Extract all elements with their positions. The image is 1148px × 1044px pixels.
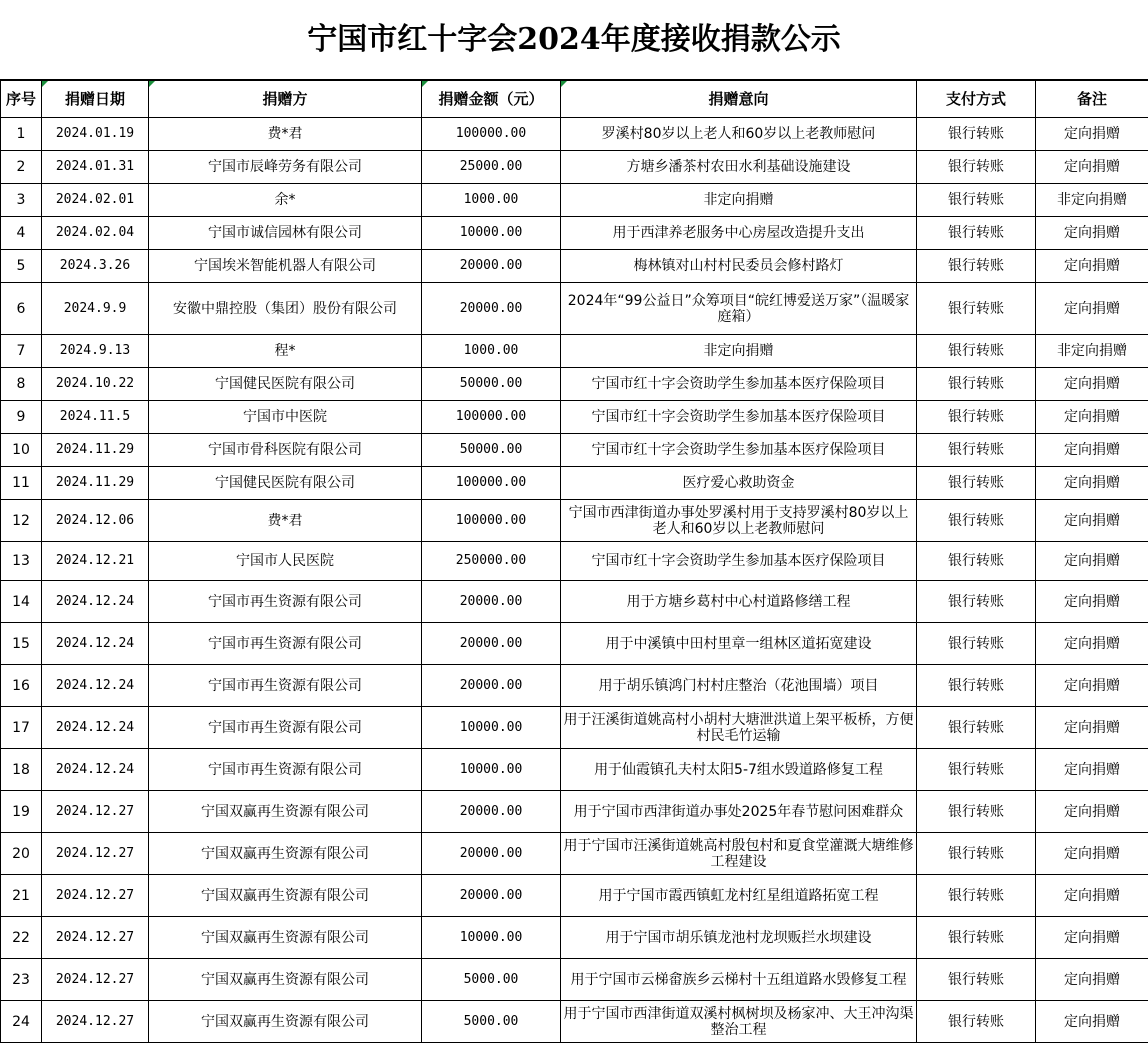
table-row — [1, 500, 1148, 542]
cell-date: 2024.12.21 — [42, 542, 149, 581]
cell-remark: 定向捐赠 — [1036, 283, 1148, 335]
header-remark: 备注 — [1036, 81, 1148, 118]
cell-remark: 定向捐赠 — [1036, 623, 1148, 665]
cell-payment: 银行转账 — [917, 833, 1036, 875]
cell-remark: 定向捐赠 — [1036, 467, 1148, 500]
header-payment: 支付方式 — [917, 81, 1036, 118]
cell-purpose: 用于宁国市西津街道办事处2025年春节慰问困难群众 — [561, 791, 917, 833]
cell-amount: 10000.00 — [422, 707, 561, 749]
cell-date: 2024.01.19 — [42, 118, 149, 151]
cell-amount: 20000.00 — [422, 833, 561, 875]
cell-remark: 定向捐赠 — [1036, 434, 1148, 467]
table-row — [1, 283, 1148, 335]
cell-payment: 银行转账 — [917, 217, 1036, 250]
header-index: 序号 — [1, 81, 42, 118]
cell-donor: 程* — [149, 335, 422, 368]
cell-donor: 宁国市再生资源有限公司 — [149, 623, 422, 665]
cell-donor: 宁国埃米智能机器人有限公司 — [149, 250, 422, 283]
cell-remark: 定向捐赠 — [1036, 749, 1148, 791]
cell-purpose: 2024年“99公益日”众筹项目“皖红博爱送万家”（温暖家庭箱） — [561, 283, 917, 335]
cell-amount: 1000.00 — [422, 335, 561, 368]
cell-donor: 宁国双赢再生资源有限公司 — [149, 959, 422, 1001]
cell-purpose: 用于中溪镇中田村里章一组林区道拓宽建设 — [561, 623, 917, 665]
cell-date: 2024.12.24 — [42, 665, 149, 707]
table-row — [1, 434, 1148, 467]
cell-date: 2024.01.31 — [42, 151, 149, 184]
cell-index: 19 — [1, 791, 42, 833]
cell-payment: 银行转账 — [917, 875, 1036, 917]
cell-donor: 宁国双赢再生资源有限公司 — [149, 1001, 422, 1043]
cell-payment: 银行转账 — [917, 917, 1036, 959]
header-row — [1, 81, 1148, 118]
cell-index: 12 — [1, 500, 42, 542]
cell-date: 2024.12.27 — [42, 959, 149, 1001]
cell-amount: 25000.00 — [422, 151, 561, 184]
cell-date: 2024.12.27 — [42, 791, 149, 833]
cell-payment: 银行转账 — [917, 151, 1036, 184]
cell-payment: 银行转账 — [917, 959, 1036, 1001]
cell-remark: 定向捐赠 — [1036, 118, 1148, 151]
cell-index: 3 — [1, 184, 42, 217]
table-row — [1, 401, 1148, 434]
cell-donor: 宁国健民医院有限公司 — [149, 368, 422, 401]
table-row — [1, 118, 1148, 151]
cell-amount: 20000.00 — [422, 623, 561, 665]
cell-amount: 100000.00 — [422, 500, 561, 542]
cell-donor: 安徽中鼎控股（集团）股份有限公司 — [149, 283, 422, 335]
cell-index: 2 — [1, 151, 42, 184]
cell-amount: 20000.00 — [422, 791, 561, 833]
cell-remark: 定向捐赠 — [1036, 151, 1148, 184]
cell-index: 24 — [1, 1001, 42, 1043]
cell-remark: 定向捐赠 — [1036, 917, 1148, 959]
cell-remark: 定向捐赠 — [1036, 875, 1148, 917]
cell-date: 2024.12.27 — [42, 833, 149, 875]
cell-date: 2024.12.24 — [42, 581, 149, 623]
header-donor: 捐赠方 — [149, 81, 422, 118]
cell-donor: 宁国双赢再生资源有限公司 — [149, 917, 422, 959]
cell-date: 2024.12.27 — [42, 917, 149, 959]
cell-purpose: 非定向捐赠 — [561, 184, 917, 217]
cell-amount: 250000.00 — [422, 542, 561, 581]
cell-purpose: 用于宁国市西津街道双溪村枫树坝及杨家冲、大王冲沟渠整治工程 — [561, 1001, 917, 1043]
cell-purpose: 用于宁国市云梯畲族乡云梯村十五组道路水毁修复工程 — [561, 959, 917, 1001]
cell-payment: 银行转账 — [917, 467, 1036, 500]
table-row — [1, 959, 1148, 1001]
cell-date: 2024.12.24 — [42, 623, 149, 665]
cell-date: 2024.9.9 — [42, 283, 149, 335]
cell-purpose: 方塘乡潘茶村农田水利基础设施建设 — [561, 151, 917, 184]
cell-date: 2024.02.01 — [42, 184, 149, 217]
cell-payment: 银行转账 — [917, 184, 1036, 217]
cell-purpose: 宁国市西津街道办事处罗溪村用于支持罗溪村80岁以上老人和60岁以上老教师慰问 — [561, 500, 917, 542]
cell-purpose: 医疗爱心救助资金 — [561, 467, 917, 500]
cell-amount: 100000.00 — [422, 118, 561, 151]
header-purpose: 捐赠意向 — [561, 81, 917, 118]
cell-payment: 银行转账 — [917, 250, 1036, 283]
cell-remark: 非定向捐赠 — [1036, 335, 1148, 368]
cell-date: 2024.11.29 — [42, 467, 149, 500]
cell-date: 2024.12.24 — [42, 707, 149, 749]
cell-purpose: 用于方塘乡葛村中心村道路修缮工程 — [561, 581, 917, 623]
cell-date: 2024.12.27 — [42, 875, 149, 917]
page-title: 宁国市红十字会2024年度接收捐款公示 — [0, 0, 1148, 80]
cell-donor: 宁国市骨科医院有限公司 — [149, 434, 422, 467]
cell-amount: 20000.00 — [422, 581, 561, 623]
donation-table — [0, 80, 1148, 1043]
table-row — [1, 665, 1148, 707]
cell-donor: 宁国市再生资源有限公司 — [149, 749, 422, 791]
cell-purpose: 用于汪溪街道姚高村小胡村大塘泄洪道上架平板桥，方便村民毛竹运输 — [561, 707, 917, 749]
table-row — [1, 151, 1148, 184]
cell-purpose: 宁国市红十字会资助学生参加基本医疗保险项目 — [561, 542, 917, 581]
cell-purpose: 用于西津养老服务中心房屋改造提升支出 — [561, 217, 917, 250]
cell-remark: 定向捐赠 — [1036, 707, 1148, 749]
cell-remark: 定向捐赠 — [1036, 500, 1148, 542]
table-row — [1, 335, 1148, 368]
cell-purpose: 用于仙霞镇孔夫村太阳5-7组水毁道路修复工程 — [561, 749, 917, 791]
cell-index: 5 — [1, 250, 42, 283]
cell-payment: 银行转账 — [917, 434, 1036, 467]
cell-payment: 银行转账 — [917, 665, 1036, 707]
cell-payment: 银行转账 — [917, 283, 1036, 335]
table-row — [1, 467, 1148, 500]
cell-index: 4 — [1, 217, 42, 250]
cell-remark: 定向捐赠 — [1036, 250, 1148, 283]
table-row — [1, 791, 1148, 833]
cell-index: 21 — [1, 875, 42, 917]
cell-purpose: 用于宁国市霞西镇虹龙村红星组道路拓宽工程 — [561, 875, 917, 917]
cell-payment: 银行转账 — [917, 401, 1036, 434]
cell-donor: 宁国双赢再生资源有限公司 — [149, 791, 422, 833]
cell-remark: 定向捐赠 — [1036, 833, 1148, 875]
table-row — [1, 250, 1148, 283]
cell-remark: 定向捐赠 — [1036, 217, 1148, 250]
cell-donor: 宁国市再生资源有限公司 — [149, 581, 422, 623]
cell-date: 2024.3.26 — [42, 250, 149, 283]
cell-amount: 50000.00 — [422, 434, 561, 467]
cell-payment: 银行转账 — [917, 791, 1036, 833]
cell-purpose: 用于宁国市胡乐镇龙池村龙坝贩拦水坝建设 — [561, 917, 917, 959]
cell-index: 1 — [1, 118, 42, 151]
cell-payment: 银行转账 — [917, 118, 1036, 151]
cell-amount: 50000.00 — [422, 368, 561, 401]
table-row — [1, 875, 1148, 917]
cell-remark: 定向捐赠 — [1036, 1001, 1148, 1043]
cell-index: 16 — [1, 665, 42, 707]
cell-index: 15 — [1, 623, 42, 665]
cell-payment: 银行转账 — [917, 707, 1036, 749]
table-row — [1, 368, 1148, 401]
cell-index: 11 — [1, 467, 42, 500]
cell-payment: 银行转账 — [917, 542, 1036, 581]
cell-purpose: 宁国市红十字会资助学生参加基本医疗保险项目 — [561, 368, 917, 401]
cell-index: 13 — [1, 542, 42, 581]
cell-donor: 宁国市诚信园林有限公司 — [149, 217, 422, 250]
cell-index: 14 — [1, 581, 42, 623]
table-row — [1, 184, 1148, 217]
cell-payment: 银行转账 — [917, 1001, 1036, 1043]
cell-remark: 定向捐赠 — [1036, 368, 1148, 401]
cell-payment: 银行转账 — [917, 581, 1036, 623]
cell-donor: 费*君 — [149, 500, 422, 542]
cell-date: 2024.12.06 — [42, 500, 149, 542]
table-body — [1, 118, 1148, 1043]
cell-amount: 10000.00 — [422, 917, 561, 959]
cell-date: 2024.12.27 — [42, 1001, 149, 1043]
cell-payment: 银行转账 — [917, 368, 1036, 401]
cell-date: 2024.02.04 — [42, 217, 149, 250]
cell-donor: 宁国健民医院有限公司 — [149, 467, 422, 500]
cell-amount: 5000.00 — [422, 959, 561, 1001]
cell-payment: 银行转账 — [917, 500, 1036, 542]
table-row — [1, 749, 1148, 791]
cell-donor: 宁国市中医院 — [149, 401, 422, 434]
cell-index: 7 — [1, 335, 42, 368]
cell-remark: 定向捐赠 — [1036, 581, 1148, 623]
cell-donor: 宁国市再生资源有限公司 — [149, 707, 422, 749]
cell-remark: 定向捐赠 — [1036, 665, 1148, 707]
cell-amount: 100000.00 — [422, 401, 561, 434]
cell-index: 17 — [1, 707, 42, 749]
cell-amount: 20000.00 — [422, 875, 561, 917]
table-row — [1, 581, 1148, 623]
cell-index: 20 — [1, 833, 42, 875]
cell-payment: 银行转账 — [917, 749, 1036, 791]
table-row — [1, 833, 1148, 875]
cell-amount: 20000.00 — [422, 283, 561, 335]
table-row — [1, 1001, 1148, 1043]
cell-date: 2024.12.24 — [42, 749, 149, 791]
cell-payment: 银行转账 — [917, 623, 1036, 665]
cell-purpose: 罗溪村80岁以上老人和60岁以上老教师慰问 — [561, 118, 917, 151]
cell-index: 10 — [1, 434, 42, 467]
cell-amount: 5000.00 — [422, 1001, 561, 1043]
table-row — [1, 707, 1148, 749]
cell-donor: 宁国双赢再生资源有限公司 — [149, 875, 422, 917]
header-date: 捐赠日期 — [42, 81, 149, 118]
cell-remark: 非定向捐赠 — [1036, 184, 1148, 217]
cell-index: 6 — [1, 283, 42, 335]
cell-payment: 银行转账 — [917, 335, 1036, 368]
cell-donor: 宁国双赢再生资源有限公司 — [149, 833, 422, 875]
cell-donor: 费*君 — [149, 118, 422, 151]
table-row — [1, 623, 1148, 665]
cell-purpose: 梅林镇对山村村民委员会修村路灯 — [561, 250, 917, 283]
cell-date: 2024.11.29 — [42, 434, 149, 467]
table-row — [1, 542, 1148, 581]
cell-index: 9 — [1, 401, 42, 434]
table-row — [1, 217, 1148, 250]
cell-index: 18 — [1, 749, 42, 791]
cell-index: 22 — [1, 917, 42, 959]
cell-index: 8 — [1, 368, 42, 401]
cell-index: 23 — [1, 959, 42, 1001]
cell-donor: 余* — [149, 184, 422, 217]
cell-donor: 宁国市人民医院 — [149, 542, 422, 581]
cell-purpose: 非定向捐赠 — [561, 335, 917, 368]
cell-amount: 10000.00 — [422, 217, 561, 250]
cell-remark: 定向捐赠 — [1036, 542, 1148, 581]
header-amount: 捐赠金额（元） — [422, 81, 561, 118]
cell-remark: 定向捐赠 — [1036, 791, 1148, 833]
cell-amount: 100000.00 — [422, 467, 561, 500]
cell-date: 2024.11.5 — [42, 401, 149, 434]
cell-donor: 宁国市辰峰劳务有限公司 — [149, 151, 422, 184]
cell-purpose: 宁国市红十字会资助学生参加基本医疗保险项目 — [561, 434, 917, 467]
cell-amount: 20000.00 — [422, 250, 561, 283]
cell-purpose: 用于宁国市汪溪街道姚高村殷包村和夏食堂灌溉大塘维修工程建设 — [561, 833, 917, 875]
cell-donor: 宁国市再生资源有限公司 — [149, 665, 422, 707]
cell-purpose: 用于胡乐镇鸿门村村庄整治（花池围墙）项目 — [561, 665, 917, 707]
cell-date: 2024.9.13 — [42, 335, 149, 368]
cell-date: 2024.10.22 — [42, 368, 149, 401]
cell-amount: 1000.00 — [422, 184, 561, 217]
table-row — [1, 917, 1148, 959]
cell-purpose: 宁国市红十字会资助学生参加基本医疗保险项目 — [561, 401, 917, 434]
cell-remark: 定向捐赠 — [1036, 401, 1148, 434]
cell-amount: 10000.00 — [422, 749, 561, 791]
cell-amount: 20000.00 — [422, 665, 561, 707]
cell-remark: 定向捐赠 — [1036, 959, 1148, 1001]
